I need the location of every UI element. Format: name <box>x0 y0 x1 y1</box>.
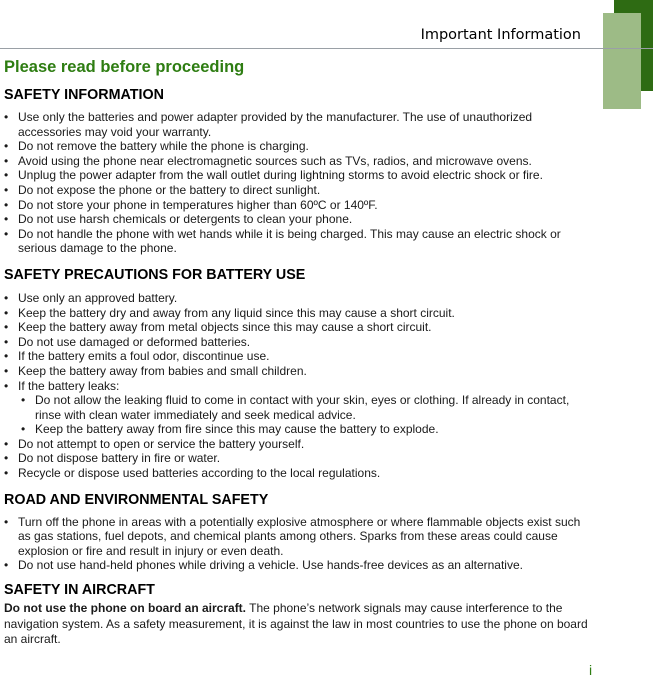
page-heading: Please read before proceeding <box>4 58 245 76</box>
list-item: • Do not expose the phone or the battery to direct sunlight. <box>4 183 596 198</box>
list-item: • Do not attempt to open or service the battery yourself. <box>4 437 596 452</box>
section-title: SAFETY IN AIRCRAFT <box>4 582 155 599</box>
page-number: i <box>589 662 593 678</box>
safety-information-section <box>4 87 596 256</box>
list-item: • Do not handle the phone with wet hands while it is being charged. This may cause an electric shock or serious damage to the phone. <box>4 227 596 256</box>
list-item: • Turn off the phone in areas with a potentially explosive atmosphere or where flammable objects exist such as gas stations, fuel depots, and chemical plants among others. Sparks from these areas could cause explosion or fire and result in injury or even death. <box>4 515 596 559</box>
list-item: • Do not use harsh chemicals or detergents to clean your phone. <box>4 212 596 227</box>
list-item: • Do not allow the leaking fluid to come in contact with your skin, eyes or clothing. If already in contact, rinse with clean water immediately and seek medical advice. <box>21 393 596 422</box>
list-item: • Recycle or dispose used batteries according to the local regulations. <box>4 466 596 481</box>
section-title: SAFETY PRECAUTIONS FOR BATTERY USE <box>4 266 306 283</box>
list-item: • Use only an approved battery. <box>4 291 596 306</box>
list-item: • Do not use damaged or deformed batteries. <box>4 335 596 350</box>
list-item: • If the battery emits a foul odor, discontinue use. <box>4 349 596 364</box>
list-item: • Keep the battery away from babies and small children. <box>4 364 596 379</box>
list-item: • Use only the batteries and power adapter provided by the manufacturer. The use of unauthorized accessories may void your warranty. <box>4 110 596 139</box>
aircraft-section <box>4 582 596 648</box>
list-item: • Do not use hand-held phones while driving a vehicle. Use hands-free devices as an alternative. <box>4 558 596 573</box>
bullet-list <box>4 515 596 573</box>
list-item: • If the battery leaks: <box>4 379 596 394</box>
list-item: • Keep the battery away from fire since this may cause the battery to explode. <box>21 422 596 437</box>
bullet-list <box>4 110 596 256</box>
aircraft-lead: Do not use the phone on board an aircraft. <box>4 601 247 616</box>
battery-precautions-section <box>4 267 596 481</box>
list-item: • Do not dispose battery in fire or water. <box>4 451 596 466</box>
list-item: • Do not remove the battery while the phone is charging. <box>4 139 596 154</box>
aircraft-paragraph <box>4 601 596 648</box>
aircraft-body: The phone’s network signals may cause interference to the navigation system. As a safety measurement, it is against the law in most countries to use the phone on board an aircraft. <box>4 601 588 647</box>
list-item: • Do not store your phone in temperatures higher than 60ºC or 140ºF. <box>4 198 596 213</box>
document-body <box>4 87 596 648</box>
road-environmental-section <box>4 492 596 573</box>
bullet-list <box>4 437 596 481</box>
list-item: • Unplug the power adapter from the wall outlet during lightning storms to avoid electric shock or fire. <box>4 168 596 183</box>
bullet-list <box>4 291 596 393</box>
header-divider <box>0 48 653 49</box>
section-title: SAFETY INFORMATION <box>4 87 164 103</box>
header-title: Important Information <box>420 27 581 43</box>
list-item: • Keep the battery away from metal objects since this may cause a short circuit. <box>4 320 596 335</box>
section-title: ROAD AND ENVIRONMENTAL SAFETY <box>4 491 269 508</box>
list-item: • Avoid using the phone near electromagnetic sources such as TVs, radios, and microwave ovens. <box>4 154 596 169</box>
nested-bullet-list <box>21 393 596 437</box>
list-item: • Keep the battery dry and away from any liquid since this may cause a short circuit. <box>4 306 596 321</box>
corner-tab-light <box>603 13 641 109</box>
